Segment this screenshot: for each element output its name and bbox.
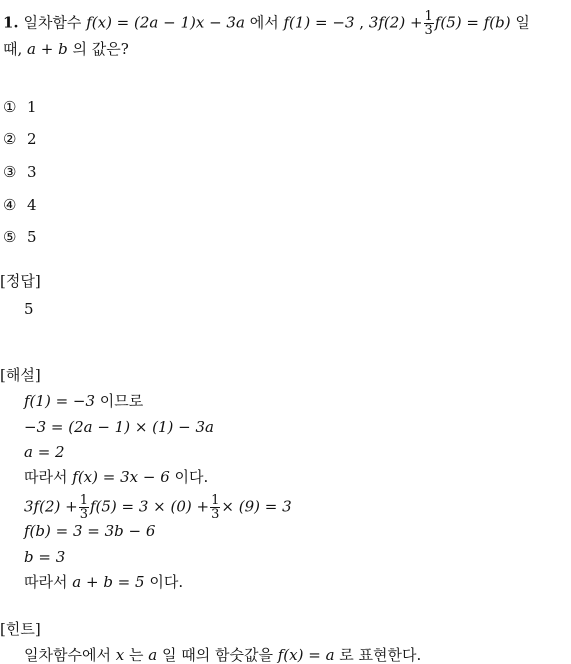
math-expression: f(1) = −3 (24, 392, 96, 410)
choice-value: 1 (27, 98, 37, 116)
question-condition: f(5) = f(b) (434, 13, 511, 32)
explanation-line (24, 494, 292, 521)
math-variable: x (115, 646, 125, 664)
fraction (424, 10, 434, 37)
choice-item[interactable] (3, 130, 37, 148)
choice-item[interactable] (3, 163, 37, 181)
fraction-numerator: 1 (79, 493, 88, 508)
explanation-line (24, 392, 143, 410)
hint-heading: [힌트] (0, 620, 41, 638)
explanation-text: 이다. (174, 468, 209, 486)
hint-text: 일 때의 함숫값을 (162, 646, 273, 664)
question-line-1 (3, 10, 530, 37)
choice-item[interactable] (3, 98, 37, 116)
question-expression: a + b (27, 40, 68, 58)
explanation-line (24, 468, 208, 486)
question-text: 때, (3, 40, 23, 58)
question-text: 일 (515, 13, 530, 32)
hint-text: 는 (128, 646, 144, 664)
fraction-denominator: 3 (424, 23, 433, 38)
fraction-numerator: 1 (424, 9, 433, 24)
math-expression: a + b = 5 (72, 573, 145, 591)
choice-item[interactable] (3, 228, 37, 246)
explanation-text: 이다. (149, 573, 184, 591)
explanation-line: −3 = (2a − 1) × (1) − 3a (24, 418, 214, 436)
question-comma: , (359, 13, 365, 32)
question-function: f(x) = (2a − 1)x − 3a (86, 13, 245, 32)
question-number: 1. (3, 13, 19, 32)
answer-heading: [정답] (0, 272, 41, 290)
question-condition: 3f(2) + (368, 13, 423, 32)
question-text: 일차함수 (23, 13, 82, 32)
math-expression: f(x) = a (277, 646, 335, 664)
question-text: 의 값은? (72, 40, 129, 58)
math-expression: f(x) = 3x − 6 (72, 468, 170, 486)
explanation-line (24, 573, 183, 591)
choice-marker: ① (3, 98, 17, 116)
fraction (210, 494, 220, 521)
math-expression: f(5) = 3 × (0) + (89, 497, 210, 516)
choice-value: 3 (27, 163, 37, 181)
hint-line (24, 646, 421, 664)
fraction-numerator: 1 (211, 493, 220, 508)
choice-marker: ③ (3, 163, 17, 181)
choice-marker: ④ (3, 196, 17, 214)
explanation-line: b = 3 (24, 548, 66, 566)
math-expression: 3f(2) + (24, 497, 78, 516)
question-text: 에서 (249, 13, 279, 32)
explanation-text: 따라서 (24, 573, 68, 591)
explanation-line: f(b) = 3 = 3b − 6 (24, 522, 156, 540)
fraction (79, 494, 89, 521)
answer-value: 5 (24, 300, 34, 318)
explanation-line: a = 2 (24, 443, 65, 461)
question-line-2 (3, 40, 129, 58)
math-expression: × (9) = 3 (221, 497, 292, 516)
choice-value: 4 (27, 196, 37, 214)
fraction-denominator: 3 (211, 507, 220, 522)
choice-marker: ② (3, 130, 17, 148)
fraction-denominator: 3 (79, 507, 88, 522)
explanation-heading: [해설] (0, 366, 41, 384)
choice-value: 5 (27, 228, 37, 246)
choice-marker: ⑤ (3, 228, 17, 246)
hint-text: 일차함수에서 (24, 646, 111, 664)
choice-item[interactable] (3, 196, 37, 214)
explanation-text: 이므로 (99, 392, 144, 410)
choice-value: 2 (27, 130, 37, 148)
math-variable: a (148, 646, 158, 664)
hint-text: 로 표현한다. (339, 646, 422, 664)
question-condition: f(1) = −3 (283, 13, 355, 32)
explanation-text: 따라서 (24, 468, 68, 486)
